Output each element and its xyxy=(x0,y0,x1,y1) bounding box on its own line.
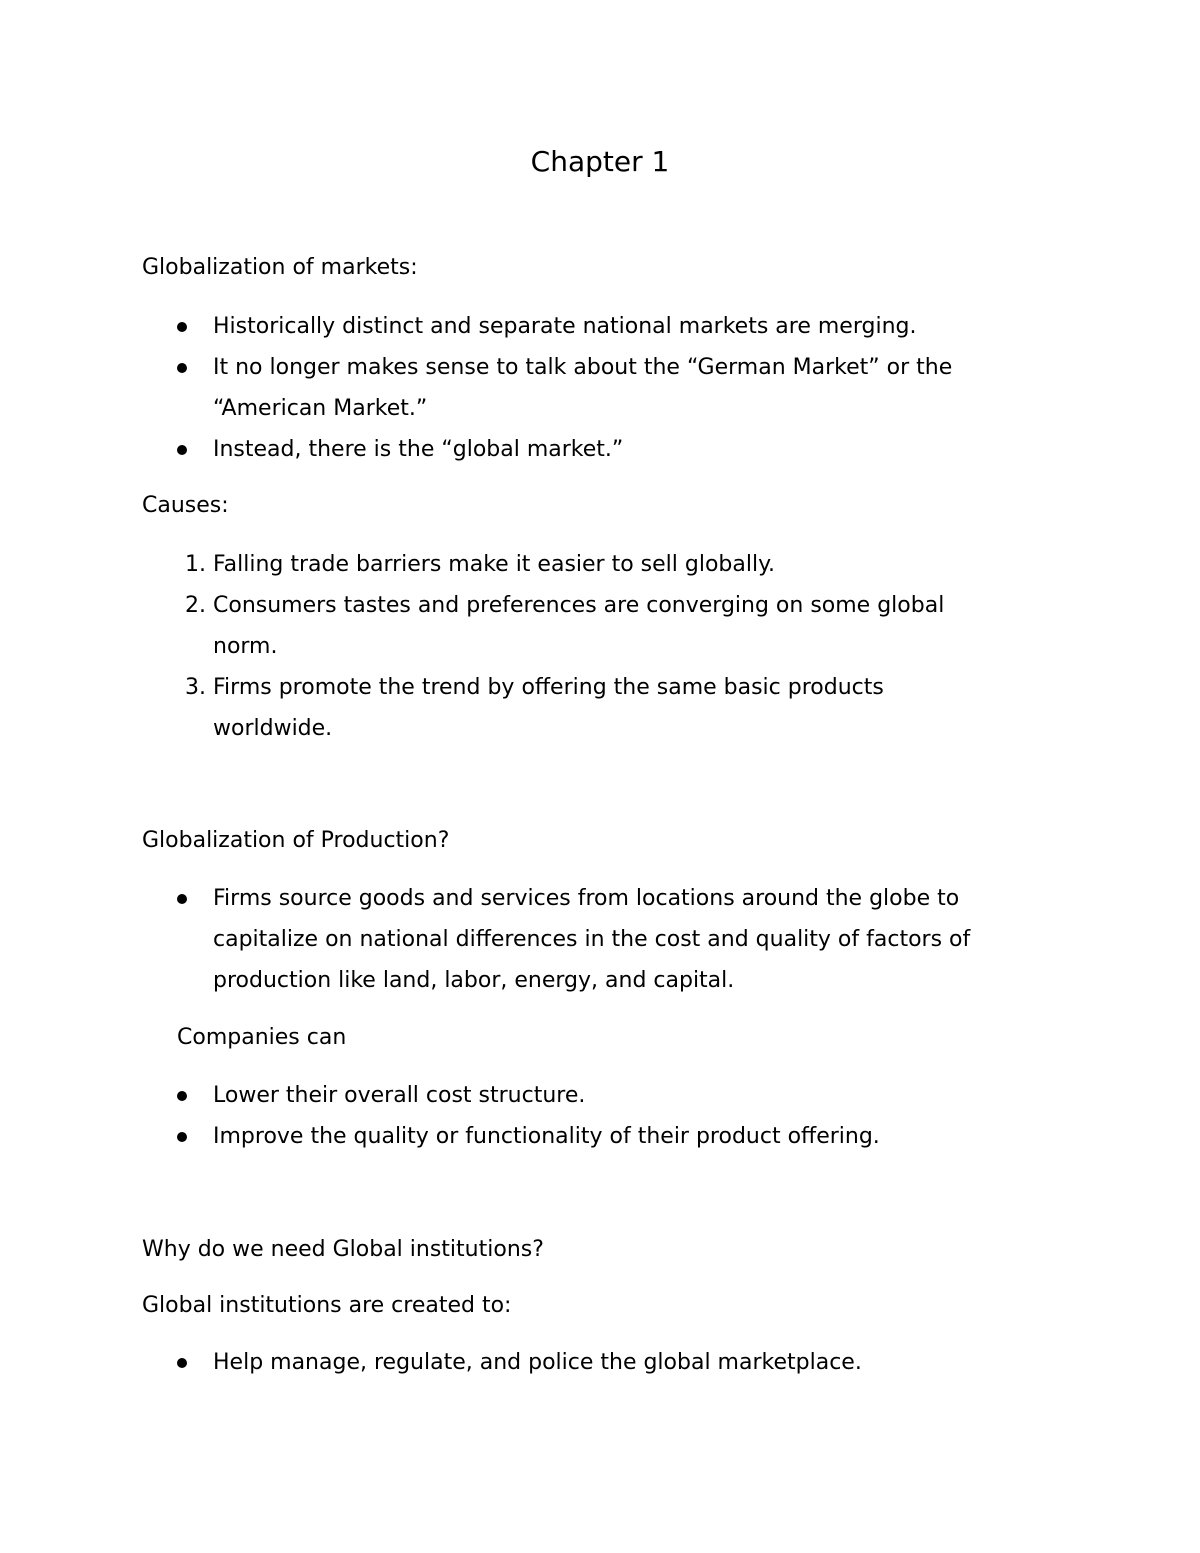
causes-heading: Causes: xyxy=(142,493,229,518)
list-item: 1. Falling trade barriers make it easier to sell globally. xyxy=(0,544,1053,585)
production-heading: Globalization of Production? xyxy=(142,828,450,853)
companies-bullet-list xyxy=(0,1075,1200,1157)
list-item: Lower their overall cost structure. xyxy=(213,1083,586,1108)
causes-numbered-list xyxy=(0,544,1200,749)
list-item: Firms source goods and services from locations around the globe to capitalize on national differences in the cost and quality of factors of production like land, labor, energy, and capital. xyxy=(213,886,971,993)
institutions-heading: Global institutions are created to: xyxy=(142,1293,512,1318)
institutions-bullet-list xyxy=(0,1342,1200,1383)
list-item: Help manage, regulate, and police the global marketplace. xyxy=(213,1350,862,1375)
list-item: 3. Firms promote the trend by offering the same basic products worldwide. xyxy=(0,667,1053,749)
companies-can-heading: Companies can xyxy=(177,1025,347,1050)
list-item: 2. Consumers tastes and preferences are converging on some global norm. xyxy=(0,585,1053,667)
markets-heading: Globalization of markets: xyxy=(142,255,418,280)
institutions-question: Why do we need Global institutions? xyxy=(142,1237,544,1262)
list-number: 1. xyxy=(185,552,206,577)
list-item: It no longer makes sense to talk about the “German Market” or the “American Market.” xyxy=(213,355,953,421)
document-title: Chapter 1 xyxy=(530,145,670,178)
list-item: Improve the quality or functionality of their product offering. xyxy=(213,1124,880,1149)
list-number: 2. xyxy=(185,593,206,618)
list-item: Instead, there is the “global market.” xyxy=(213,437,624,462)
production-bullet-list xyxy=(0,878,1200,1001)
list-number: 3. xyxy=(185,675,206,700)
markets-bullet-list xyxy=(0,306,1200,470)
list-item: Historically distinct and separate national markets are merging. xyxy=(213,314,917,339)
